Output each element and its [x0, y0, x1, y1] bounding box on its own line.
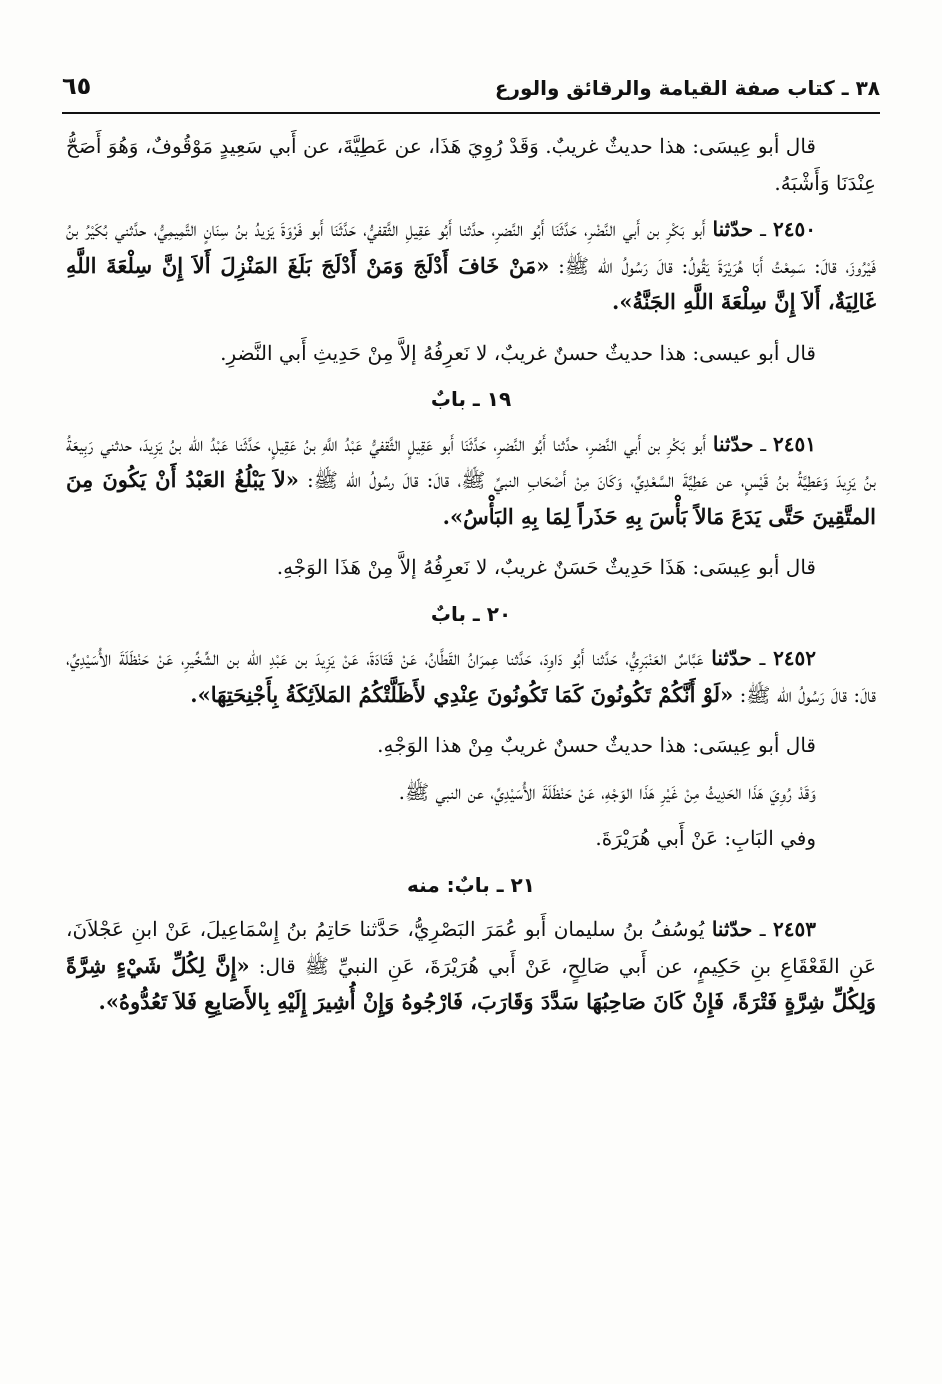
hadith-number: ٢٤٥١ — [773, 431, 817, 456]
running-header — [62, 60, 880, 100]
chapter-title: ٣٨ ـ كتاب صفة القيامة والرقائق والورع — [494, 76, 880, 100]
hadith-opening-word: حدّثنا — [712, 217, 754, 241]
hadith-opening-word: حدّثنا — [711, 917, 753, 941]
note-text: قال أبو عيسى: هذا حديثٌ حسنٌ غريبٌ، لا نَعرِفُهُ إلاَّ مِنْ حَدِيثِ أَبي النَّضرِ. — [220, 340, 816, 365]
scholar-note — [66, 549, 876, 586]
scholar-note — [66, 727, 876, 764]
hadith-number: ٢٤٥٢ — [773, 646, 817, 670]
hadith-opening-word: حدّثنا — [712, 431, 754, 456]
page-number: ٦٥ — [62, 72, 92, 100]
hadith-number: ٢٤٥٣ — [773, 917, 817, 941]
hadith-chain: أَبو بَكْرِ بن أَبي النَّضرِ، حدَّثنا أَبُو النَّضرِ، حَدَّثَنَا أَبو عَقِيلٍ الثَّقفيُّ عَبْدُ اللَّهِ بنُ عَقِيلٍ، حَدَّثَنا عَبْدُ الله بنُ يَزِيدَ، حدثني رَبِيعَةُ بنُ يَزِيدَ وَعَطِيَّةُ بنُ قَيْسٍ، عن عَطِيَّةَ السَّعْدِيِّ، وَكَانَ مِنْ أَصْحَابِ النبيِّ ﷺ، قالَ: قالَ رسُولُ الله ﷺ: — [66, 431, 876, 492]
hadith-text: «لَوْ أَنَّكُمْ تَكُونُونَ كَمَا تَكُونُونَ عِنْدِي لأَظَلَّتْكُمُ المَلاَئِكَةُ بِأَجْنِحَتِهَا». — [190, 681, 734, 707]
scholar-note — [66, 774, 876, 811]
hadith-number: ٢٤٥٠ — [773, 217, 817, 241]
hadith-2452: ٢٤٥٢ ـ حدّثنا عَبَّاسٌ العَنْبَرِيُّ، حَدَّثنا أَبُو دَاوِدَ، حَدَّثنا عِمرَانُ القَطَّانُ، عَنْ قَتَادَةَ، عَنْ يَزِيدَ بن عَبْدِ الله بن الشِّخِّيرِ، عَنْ حَنْظَلَةَ الأُسَيْدِيِّ، قالَ: قالَ رَسُولُ الله ﷺ: «لَوْ أَنَّكُمْ تَكُونُونَ كَمَا تَكُونُونَ عِنْدِي لأَظَلَّتْكُمُ المَلاَئِكَةُ بِأَجْنِحَتِهَا». — [66, 646, 876, 707]
chapter-heading: ٢١ ـ بابٌ: منه — [407, 872, 535, 897]
hadith-chain: يُوسُفُ بنُ سليمان أَبو عُمَرَ البَصْرِيُّ، حَدَّثنا حَاتِمُ بنُ إِسْمَاعِيلَ، عَنْ ابنِ عَجْلاَنَ، عَنِ القَعْقَاعِ بنِ حَكِيمٍ، عن أَبي صَالِحٍ، عَنْ أَبي هُرَيْرَةَ، عَنِ النبيِّ ﷺ قال: — [66, 917, 877, 978]
hadith-text: «إِنَّ لِكُلِّ شَيْءٍ شِرَّةً وَلِكُلِّ شِرَّةٍ فَتْرَةً، فَإِنْ كَانَ صَاحِبُهَا سَدَّدَ وَقَارَبَ، فَارْجُوهُ وَإِنْ أُشِيرَ إِلَيْهِ بِالأَصَابِعِ فَلاَ تَعُدُّوهُ». — [66, 952, 876, 1014]
hadith-chain: أَبو بَكْرِ بن أَبي النَّضْرِ، حَدَّثَنَا أَبُو النَّضرِ، حدَّثنا أَبُو عَقِيلِ الثَّقفيُّ، حَدَّثَنَا أَبو فَرْوَةَ يَزيدُ بنُ سِنَانٍ التَّمِيمِيُّ، حدَّثني بُكَيْرُ بنُ فَيْرُوزَ، قالَ: سَمِعْتُ أَبَا هُرَيْرَةَ يَقُولُ: قالَ رَسُولُ الله ﷺ: — [66, 217, 876, 278]
scholar-note — [66, 335, 876, 372]
hadith-chain: عَبَّاسٌ العَنْبَرِيُّ، حَدَّثنا أَبُو دَاوِدَ، حَدَّثنا عِمرَانُ القَطَّانُ، عَنْ قَتَادَةَ، عَنْ يَزِيدَ بن عَبْدِ الله بن الشِّخِّيرِ، عَنْ حَنْظَلَةَ الأُسَيْدِيِّ، قالَ: قالَ رَسُولُ الله ﷺ: — [66, 646, 876, 707]
hadith-opening-word: حدّثنا — [711, 646, 752, 670]
note-text: قال أبو عِيسَى: هذا حديثٌ غريبٌ. وَقَدْ رُوِيَ هَذَا، عن عَطِيَّةَ، عن أَبي سَعِيدٍ مَوْقُوفٌ، وَهُوَ أَصَحُّ عِنْدَنَا وَأَشْبَهُ. — [66, 134, 876, 195]
hadith-2451: ٢٤٥١ ـ حدّثنا أَبو بَكْرِ بن أَبي النَّضرِ، حدَّثنا أَبُو النَّضرِ، حَدَّثَنَا أَبو عَقِيلٍ الثَّقفيُّ عَبْدُ اللَّهِ بنُ عَقِيلٍ، حَدَّثَنا عَبْدُ الله بنُ يَزِيدَ، حدثني رَبِيعَةُ بنُ يَزِيدَ وَعَطِيَّةُ بنُ قَيْسٍ، عن عَطِيَّةَ السَّعْدِيِّ، وَكَانَ مِنْ أَصْحَابِ النبيِّ ﷺ، قالَ: قالَ رسُولُ الله ﷺ: «لاَ يَبْلُغُ العَبْدُ أَنْ يَكُونَ مِنَ المتَّقِينَ حَتَّى يَدَعَ مَالاً بَأْسَ بِهِ حَذَراً لِمَا بِهِ البَأْسُ». — [66, 431, 876, 529]
header-rule — [62, 112, 880, 114]
scholar-note — [66, 820, 876, 857]
scholar-note — [66, 128, 876, 201]
chapter-heading: ١٩ ـ بابٌ — [430, 387, 512, 411]
chapter-heading: ٢٠ ـ بابٌ — [430, 601, 512, 626]
hadith-text: «لاَ يَبْلُغُ العَبْدُ أَنْ يَكُونَ مِنَ المتَّقِينَ حَتَّى يَدَعَ مَالاً بَأْسَ بِهِ حَذَراً لِمَا بِهِ البَأْسُ». — [66, 467, 876, 529]
note-text: قال أبو عِيسَى: هَذَا حَدِيثٌ حَسَنٌ غريبٌ، لا نَعرِفُهُ إلاَّ مِنْ هَذَا الوَجْهِ. — [276, 555, 816, 579]
note-text: وفي البَابِ: عَنْ أَبي هُرَيْرَةَ. — [595, 826, 816, 850]
page-body — [66, 128, 876, 1035]
note-text: قال أبو عِيسَى: هذا حديثٌ حسنٌ غريبٌ مِنْ هذا الوَجْهِ. — [377, 733, 816, 757]
hadith-2450: ٢٤٥٠ ـ حدّثنا أَبو بَكْرِ بن أَبي النَّضْرِ، حَدَّثَنَا أَبُو النَّضرِ، حدَّثنا أَبُو عَقِيلِ الثَّقفيُّ، حَدَّثَنَا أَبو فَرْوَةَ يَزيدُ بنُ سِنَانٍ التَّمِيمِيُّ، حدَّثني بُكَيْرُ بنُ فَيْرُوزَ، قالَ: سَمِعْتُ أَبَا هُرَيْرَةَ يَقُولُ: قالَ رَسُولُ الله ﷺ: «مَنْ خَافَ أَدْلَجَ وَمَنْ أَدْلَجَ بَلَغَ المَنْزِلَ أَلاَ إِنَّ سِلْعَةَ اللَّهِ غَالِيَةٌ، أَلاَ إِنَّ سِلْعَةَ اللَّهِ الجَنَّةُ». — [66, 217, 876, 314]
hadith-text: «مَنْ خَافَ أَدْلَجَ وَمَنْ أَدْلَجَ بَلَغَ المَنْزِلَ أَلاَ إِنَّ سِلْعَةَ اللَّهِ غَالِيَةٌ، أَلاَ إِنَّ سِلْعَةَ اللَّهِ الجَنَّةُ». — [66, 252, 876, 314]
hadith-2453: ٢٤٥٣ ـ حدّثنا يُوسُفُ بنُ سليمان أَبو عُمَرَ البَصْرِيُّ، حَدَّثنا حَاتِمُ بنُ إِسْمَاعِيلَ، عَنْ ابنِ عَجْلاَنَ، عَنِ القَعْقَاعِ بنِ حَكِيمٍ، عن أَبي صَالِحٍ، عَنْ أَبي هُرَيْرَةَ، عَنِ النبيِّ ﷺ قال: «إِنَّ لِكُلِّ شَيْءٍ شِرَّةً وَلِكُلِّ شِرَّةٍ فَتْرَةً، فَإِنْ كَانَ صَاحِبُهَا سَدَّدَ وَقَارَبَ، فَارْجُوهُ وَإِنْ أُشِيرَ إِلَيْهِ بِالأَصَابِعِ فَلاَ تَعُدُّوهُ». — [66, 917, 877, 1014]
note-text: وَقَدْ رُوِيَ هَذَا الحَدِيثُ مِنْ غَيْرِ هَذَا الوَجْهِ، عَنْ حَنْظَلَةَ الأُسَيْدِيِّ، عن النبي ﷺ. — [398, 779, 816, 804]
